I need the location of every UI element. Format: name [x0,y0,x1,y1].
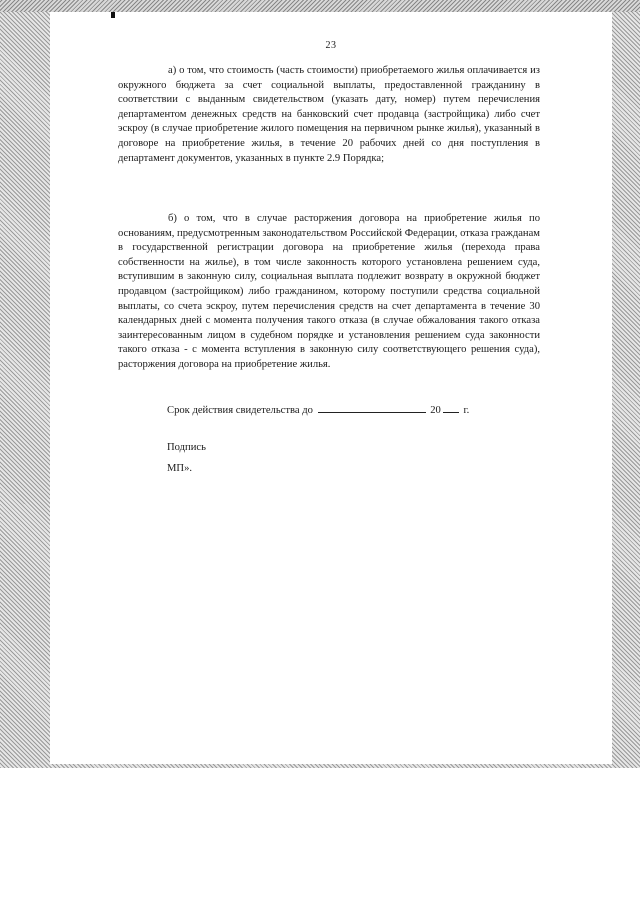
validity-label: Срок действия свидетельства до [167,405,313,416]
validity-year-blank [443,402,459,413]
scan-corner-mark [111,12,115,18]
validity-year-suffix: г. [463,405,470,416]
stamp-label: МП». [167,463,193,474]
validity-line [167,402,469,418]
validity-date-blank [318,402,426,413]
document-page [50,12,612,764]
scan-top-strip [0,0,640,12]
validity-year-prefix: 20 [430,405,441,416]
paragraph-a: а) о том, что стоимость (часть стоимости) приобретаемого жилья оплачивается из окружного бюджета за счет социальной выплаты, предоставленной гражданину в соответствии с выданным свидетельством (указать дату, номер) путем перечисления департаментом денежных средств на банковский счет продавца (застройщика) либо счет эскроу (в случае приобретение жилого помещения на первичном рынке жилья), указанный в договоре на приобретение жилья, в течение 20 рабочих дней со дня поступления в департамент документов, указанных в пункте 2.9 Порядка; [118,65,540,164]
page-number: 23 [325,40,337,51]
paragraph-b: б) о том, что в случае расторжения договора на приобретение жилья по основаниям, предусмотренным законодательством Российской Федерации, отказа гражданам в государственной регистрации договора на приобретение жилья (перехода права собственности на жилье), в том числе законность которого установлена решением суда, вступившим в законную силу, социальная выплата подлежит возврату в окружной бюджет продавцом (застройщиком) либо гражданином, которому поступили средства социальной выплаты, со счета эскроу, путем перечисления средств на счет департамента в течение 30 календарных дней с момента получения такого отказа (в случае обжалования такого отказа заинтересованным лицом в судебном порядке и установления решением суда законности такого отказа - с момента вступления в законную силу соответствующего решения суда), расторжения договора на приобретение жилья. [118,213,540,370]
signature-label: Подпись [167,442,206,453]
